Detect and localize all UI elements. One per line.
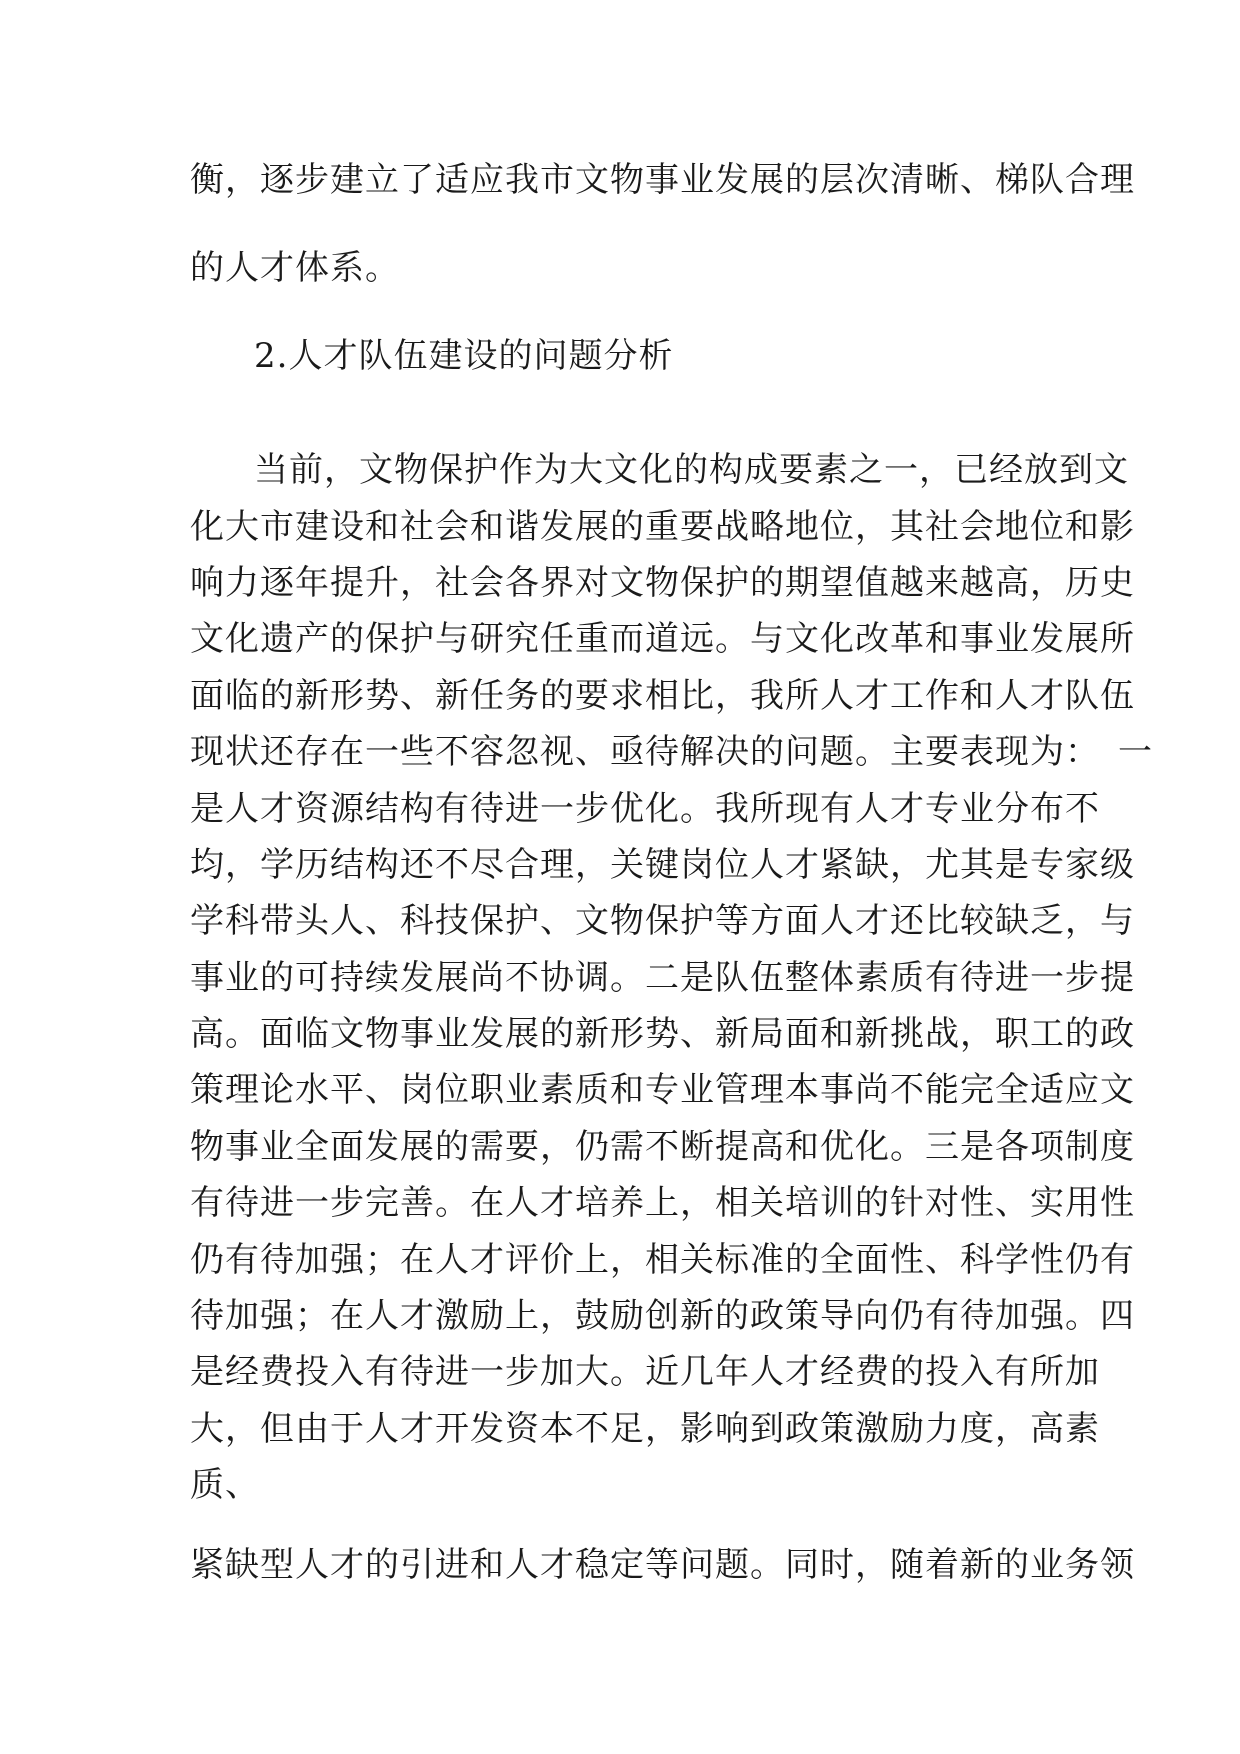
text-line: 事业的可持续发展尚不协调。二是队伍整体素质有待进一步提	[190, 958, 1135, 998]
text-line: 均，学历结构还不尽合理，关键岗位人才紧缺，尤其是专家级	[190, 845, 1135, 885]
text-line: 待加强；在人才激励上，鼓励创新的政策导向仍有待加强。四	[190, 1296, 1135, 1336]
text-line: 现状还存在一些不容忽视、亟待解决的问题。主要表现为： 一	[190, 732, 1153, 772]
text-line: 仍有待加强；在人才评价上，相关标准的全面性、科学性仍有	[190, 1240, 1135, 1280]
text-line: 物事业全面发展的需要，仍需不断提高和优化。三是各项制度	[190, 1127, 1135, 1167]
text-line: 衡，逐步建立了适应我市文物事业发展的层次清晰、梯队合理	[190, 160, 1135, 200]
text-line: 文化遗产的保护与研究任重而道远。与文化改革和事业发展所	[190, 619, 1135, 659]
text-line: 学科带头人、科技保护、文物保护等方面人才还比较缺乏，与	[190, 901, 1135, 941]
text-line: 紧缺型人才的引进和人才稳定等问题。同时，随着新的业务领	[190, 1545, 1135, 1585]
text-line: 有待进一步完善。在人才培养上，相关培训的针对性、实用性	[190, 1183, 1135, 1223]
text-line: 大，但由于人才开发资本不足，影响到政策激励力度，高素	[190, 1409, 1100, 1449]
text-line: 是人才资源结构有待进一步优化。我所现有人才专业分布不	[190, 789, 1100, 829]
section-heading: 2.人才队伍建设的问题分析	[254, 336, 674, 376]
text-line: 响力逐年提升，社会各界对文物保护的期望值越来越高，历史	[190, 563, 1135, 603]
text-line: 是经费投入有待进一步加大。近几年人才经费的投入有所加	[190, 1352, 1100, 1392]
text-line: 高。面临文物事业发展的新形势、新局面和新挑战，职工的政	[190, 1014, 1135, 1054]
text-line: 策理论水平、岗位职业素质和专业管理本事尚不能完全适应文	[190, 1070, 1135, 1110]
text-line: 质、	[190, 1465, 260, 1505]
text-line: 当前，文物保护作为大文化的构成要素之一，已经放到文	[254, 450, 1129, 490]
text-line: 化大市建设和社会和谐发展的重要战略地位，其社会地位和影	[190, 507, 1135, 547]
text-line: 的人才体系。	[190, 248, 400, 288]
text-line: 面临的新形势、新任务的要求相比，我所人才工作和人才队伍	[190, 676, 1135, 716]
